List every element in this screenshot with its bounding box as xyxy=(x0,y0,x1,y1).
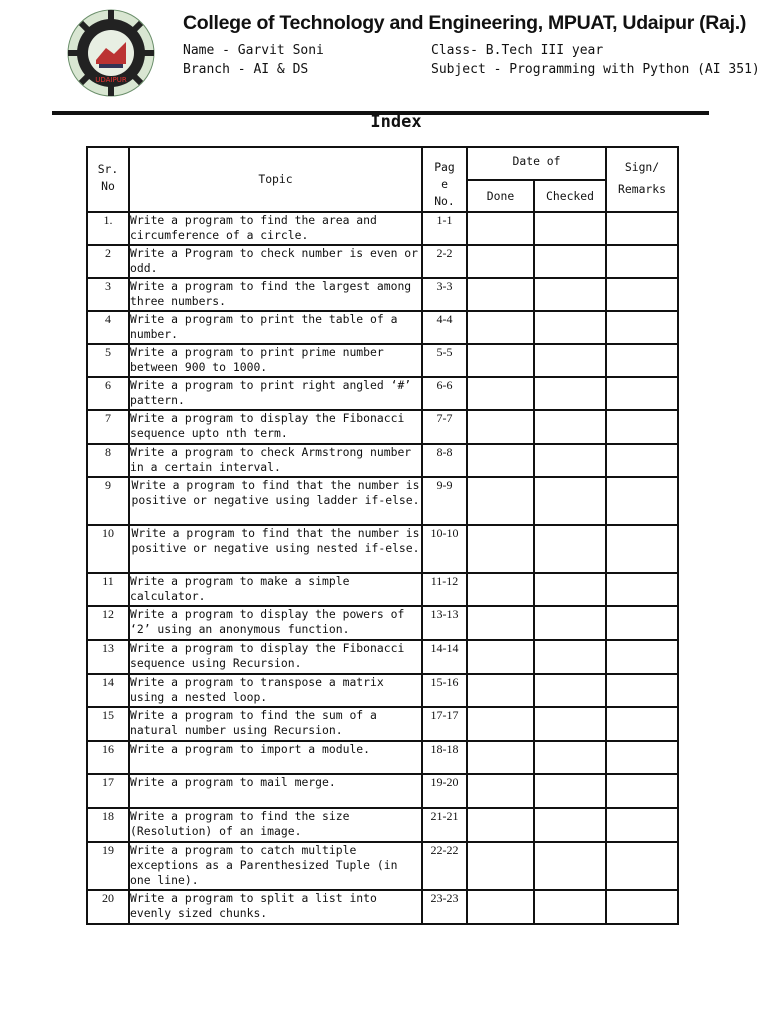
row-sr-no: 20 xyxy=(87,890,129,924)
row-checked-date xyxy=(534,640,606,674)
row-page-no: 14-14 xyxy=(422,640,467,674)
row-sign-remarks xyxy=(606,606,678,640)
row-done-date xyxy=(467,444,534,477)
row-page-no: 22-22 xyxy=(422,842,467,890)
college-name: College of Technology and Engineering, MPUAT, Udaipur (Raj.) xyxy=(183,12,747,34)
student-info xyxy=(183,41,324,79)
row-topic: Write a program to display the powers of ‘2’ using an anonymous function. xyxy=(129,606,422,640)
row-done-date xyxy=(467,640,534,674)
row-topic: Write a program to print prime number between 900 to 1000. xyxy=(129,344,422,377)
table-row xyxy=(87,606,678,640)
table-row xyxy=(87,245,678,278)
header-date-of: Date of xyxy=(467,147,606,180)
row-sr-no: 19 xyxy=(87,842,129,890)
row-sign-remarks xyxy=(606,311,678,344)
row-page-no: 19-20 xyxy=(422,774,467,808)
row-page-no: 10-10 xyxy=(422,525,467,573)
row-checked-date xyxy=(534,674,606,707)
student-class: Class- B.Tech III year xyxy=(431,43,604,58)
row-sign-remarks xyxy=(606,573,678,606)
row-topic: Write a Program to check number is even or odd. xyxy=(129,245,422,278)
row-done-date xyxy=(467,477,534,525)
row-page-no: 6-6 xyxy=(422,377,467,410)
row-done-date xyxy=(467,344,534,377)
row-done-date xyxy=(467,377,534,410)
row-checked-date xyxy=(534,842,606,890)
table-row xyxy=(87,278,678,311)
table-row xyxy=(87,842,678,890)
row-sign-remarks xyxy=(606,674,678,707)
row-sr-no: 10 xyxy=(87,525,129,573)
row-sign-remarks xyxy=(606,410,678,444)
row-done-date xyxy=(467,606,534,640)
row-topic: Write a program to find the size (Resolution) of an image. xyxy=(129,808,422,842)
row-topic: Write a program to display the Fibonacci sequence using Recursion. xyxy=(129,640,422,674)
row-sr-no: 16 xyxy=(87,741,129,774)
row-topic: Write a program to find the sum of a natural number using Recursion. xyxy=(129,707,422,741)
row-checked-date xyxy=(534,774,606,808)
row-page-no: 5-5 xyxy=(422,344,467,377)
row-sr-no: 7 xyxy=(87,410,129,444)
table-row xyxy=(87,212,678,245)
row-done-date xyxy=(467,278,534,311)
row-page-no: 18-18 xyxy=(422,741,467,774)
student-branch: Branch - AI & DS xyxy=(183,62,309,77)
row-sr-no: 12 xyxy=(87,606,129,640)
row-sr-no: 5 xyxy=(87,344,129,377)
row-checked-date xyxy=(534,311,606,344)
row-done-date xyxy=(467,774,534,808)
row-checked-date xyxy=(534,808,606,842)
header-done: Done xyxy=(467,180,534,212)
row-sign-remarks xyxy=(606,344,678,377)
row-done-date xyxy=(467,573,534,606)
row-done-date xyxy=(467,808,534,842)
row-sr-no: 15 xyxy=(87,707,129,741)
row-topic: Write a program to mail merge. xyxy=(129,774,422,808)
row-sign-remarks xyxy=(606,774,678,808)
row-sign-remarks xyxy=(606,741,678,774)
row-page-no: 8-8 xyxy=(422,444,467,477)
row-done-date xyxy=(467,410,534,444)
row-sign-remarks xyxy=(606,444,678,477)
header-sign-remarks: Sign/ Remarks xyxy=(606,147,678,212)
row-done-date xyxy=(467,674,534,707)
row-sign-remarks xyxy=(606,890,678,924)
row-checked-date xyxy=(534,707,606,741)
row-page-no: 2-2 xyxy=(422,245,467,278)
row-page-no: 9-9 xyxy=(422,477,467,525)
row-sign-remarks xyxy=(606,525,678,573)
header-page-no: Pag e No. xyxy=(422,147,467,212)
student-name: Name - Garvit Soni xyxy=(183,43,324,58)
row-checked-date xyxy=(534,606,606,640)
row-sr-no: 11 xyxy=(87,573,129,606)
row-checked-date xyxy=(534,890,606,924)
row-checked-date xyxy=(534,245,606,278)
table-row xyxy=(87,890,678,924)
header-checked: Checked xyxy=(534,180,606,212)
row-checked-date xyxy=(534,525,606,573)
row-topic: Write a program to make a simple calculator. xyxy=(129,573,422,606)
row-done-date xyxy=(467,525,534,573)
row-sr-no: 18 xyxy=(87,808,129,842)
row-done-date xyxy=(467,707,534,741)
index-table xyxy=(86,146,679,925)
row-checked-date xyxy=(534,477,606,525)
table-row xyxy=(87,344,678,377)
row-sr-no: 13 xyxy=(87,640,129,674)
row-sign-remarks xyxy=(606,377,678,410)
header-topic: Topic xyxy=(129,147,422,212)
row-done-date xyxy=(467,311,534,344)
row-checked-date xyxy=(534,344,606,377)
table-row xyxy=(87,410,678,444)
table-row xyxy=(87,640,678,674)
row-page-no: 23-23 xyxy=(422,890,467,924)
table-row xyxy=(87,573,678,606)
logo-text: UDAIPUR xyxy=(95,76,127,84)
row-checked-date xyxy=(534,212,606,245)
table-row xyxy=(87,444,678,477)
row-sr-no: 8 xyxy=(87,444,129,477)
row-sign-remarks xyxy=(606,707,678,741)
row-sr-no: 14 xyxy=(87,674,129,707)
row-topic: Write a program to print right angled ‘#’ pattern. xyxy=(129,377,422,410)
row-sign-remarks xyxy=(606,245,678,278)
row-topic: Write a program to find the area and circumference of a circle. xyxy=(129,212,422,245)
table-row xyxy=(87,741,678,774)
row-topic: Write a program to import a module. xyxy=(129,741,422,774)
row-topic: Write a program to find the largest among three numbers. xyxy=(129,278,422,311)
row-sign-remarks xyxy=(606,212,678,245)
course-info xyxy=(431,41,760,79)
row-sr-no: 9 xyxy=(87,477,129,525)
row-sr-no: 6 xyxy=(87,377,129,410)
table-row xyxy=(87,774,678,808)
row-checked-date xyxy=(534,741,606,774)
table-row xyxy=(87,477,678,525)
row-sign-remarks xyxy=(606,477,678,525)
table-row xyxy=(87,377,678,410)
table-row xyxy=(87,525,678,573)
row-topic: Write a program to find that the number is positive or negative using nested if-else. xyxy=(129,525,422,573)
row-topic: Write a program to find that the number is positive or negative using ladder if-else. xyxy=(129,477,422,525)
row-topic: Write a program to split a list into evenly sized chunks. xyxy=(129,890,422,924)
row-done-date xyxy=(467,245,534,278)
row-page-no: 1-1 xyxy=(422,212,467,245)
row-page-no: 15-16 xyxy=(422,674,467,707)
row-done-date xyxy=(467,890,534,924)
table-row xyxy=(87,674,678,707)
row-done-date xyxy=(467,212,534,245)
row-topic: Write a program to display the Fibonacci sequence upto nth term. xyxy=(129,410,422,444)
row-sign-remarks xyxy=(606,808,678,842)
row-sr-no: 2 xyxy=(87,245,129,278)
row-checked-date xyxy=(534,573,606,606)
row-checked-date xyxy=(534,444,606,477)
row-done-date xyxy=(467,842,534,890)
row-sr-no: 17 xyxy=(87,774,129,808)
row-sign-remarks xyxy=(606,278,678,311)
header-sr-no: Sr. No xyxy=(87,147,129,212)
row-page-no: 4-4 xyxy=(422,311,467,344)
row-sr-no: 1. xyxy=(87,212,129,245)
row-done-date xyxy=(467,741,534,774)
row-topic: Write a program to catch multiple exceptions as a Parenthesized Tuple (in one line). xyxy=(129,842,422,890)
row-page-no: 7-7 xyxy=(422,410,467,444)
table-row xyxy=(87,707,678,741)
row-checked-date xyxy=(534,410,606,444)
course-subject: Subject - Programming with Python (AI 351) xyxy=(431,62,760,77)
index-title: Index xyxy=(370,112,422,132)
table-row xyxy=(87,311,678,344)
college-logo xyxy=(66,8,156,98)
row-sign-remarks xyxy=(606,842,678,890)
row-checked-date xyxy=(534,278,606,311)
row-sign-remarks xyxy=(606,640,678,674)
row-page-no: 11-12 xyxy=(422,573,467,606)
row-page-no: 17-17 xyxy=(422,707,467,741)
row-checked-date xyxy=(534,377,606,410)
row-page-no: 21-21 xyxy=(422,808,467,842)
row-page-no: 13-13 xyxy=(422,606,467,640)
row-topic: Write a program to print the table of a number. xyxy=(129,311,422,344)
row-sr-no: 3 xyxy=(87,278,129,311)
table-row xyxy=(87,808,678,842)
row-page-no: 3-3 xyxy=(422,278,467,311)
row-topic: Write a program to check Armstrong number in a certain interval. xyxy=(129,444,422,477)
row-topic: Write a program to transpose a matrix using a nested loop. xyxy=(129,674,422,707)
row-sr-no: 4 xyxy=(87,311,129,344)
